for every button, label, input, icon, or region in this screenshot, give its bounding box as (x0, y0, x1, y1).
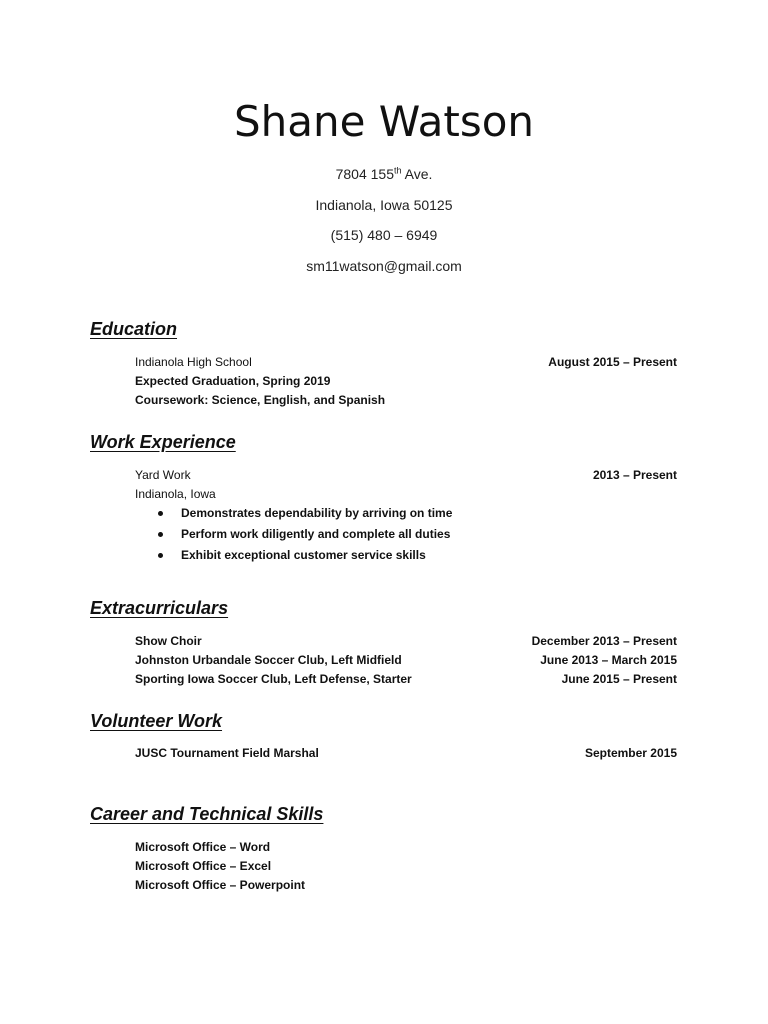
extracurricular-row (135, 651, 677, 669)
extracurricular-activity: Show Choir (135, 634, 202, 648)
extracurricular-dates: December 2013 – Present (531, 634, 677, 648)
extracurricular-dates: June 2015 – Present (561, 672, 677, 686)
city-line: Indianola, Iowa 50125 (315, 197, 453, 213)
section-heading-volunteer: Volunteer Work (90, 711, 223, 731)
skill-row (135, 838, 677, 856)
volunteer-row (135, 744, 677, 762)
education-graduation: Expected Graduation, Spring 2019 (135, 374, 331, 388)
work-bullet-text: Exhibit exceptional customer service skills (181, 548, 426, 562)
section-heading-education: Education (90, 319, 178, 339)
resume-name: Shane Watson (233, 97, 535, 146)
extracurricular-dates: June 2013 – March 2015 (540, 653, 677, 667)
work-bullet-text: Demonstrates dependability by arriving on time (181, 506, 453, 520)
bullet-point-icon (158, 553, 163, 558)
work-location: Indianola, Iowa (135, 487, 216, 501)
extracurricular-row (135, 632, 677, 650)
section-heading-skills: Career and Technical Skills (90, 804, 324, 824)
skill-row (135, 857, 677, 875)
section-heading-work: Work Experience (90, 432, 236, 452)
skill-item: Microsoft Office – Word (135, 840, 271, 854)
education-coursework: Coursework: Science, English, and Spanish (135, 393, 386, 407)
email-line: sm11watson@gmail.com (306, 258, 462, 274)
phone-line: (515) 480 – 6949 (330, 227, 438, 243)
work-job: Yard Work (135, 468, 191, 482)
section-heading-extracurriculars: Extracurriculars (90, 598, 229, 618)
work-dates: 2013 – Present (592, 468, 677, 482)
address-street: Ave. (401, 166, 433, 182)
bullet-point-icon (158, 511, 163, 516)
extracurricular-activity: Sporting Iowa Soccer Club, Left Defense, Starter (135, 672, 412, 686)
education-school: Indianola High School (135, 355, 252, 369)
skill-item: Microsoft Office – Powerpoint (135, 878, 306, 892)
work-location-row (135, 485, 677, 503)
skill-item: Microsoft Office – Excel (135, 859, 272, 873)
skill-row (135, 876, 677, 894)
education-graduation-row (135, 372, 677, 390)
education-school-row (135, 353, 677, 371)
extracurricular-activity: Johnston Urbandale Soccer Club, Left Midfield (135, 653, 402, 667)
address-number: 7804 155 (335, 166, 394, 182)
extracurricular-row (135, 670, 677, 688)
address-line (0, 165, 768, 183)
work-bullet-text: Perform work diligently and complete all duties (181, 527, 451, 541)
work-job-row (135, 466, 677, 484)
address-ordinal: th (394, 165, 402, 176)
education-coursework-row (135, 391, 677, 409)
volunteer-dates: September 2015 (584, 746, 677, 760)
volunteer-activity: JUSC Tournament Field Marshal (135, 746, 319, 760)
education-dates: August 2015 – Present (548, 355, 677, 369)
bullet-point-icon (158, 532, 163, 537)
